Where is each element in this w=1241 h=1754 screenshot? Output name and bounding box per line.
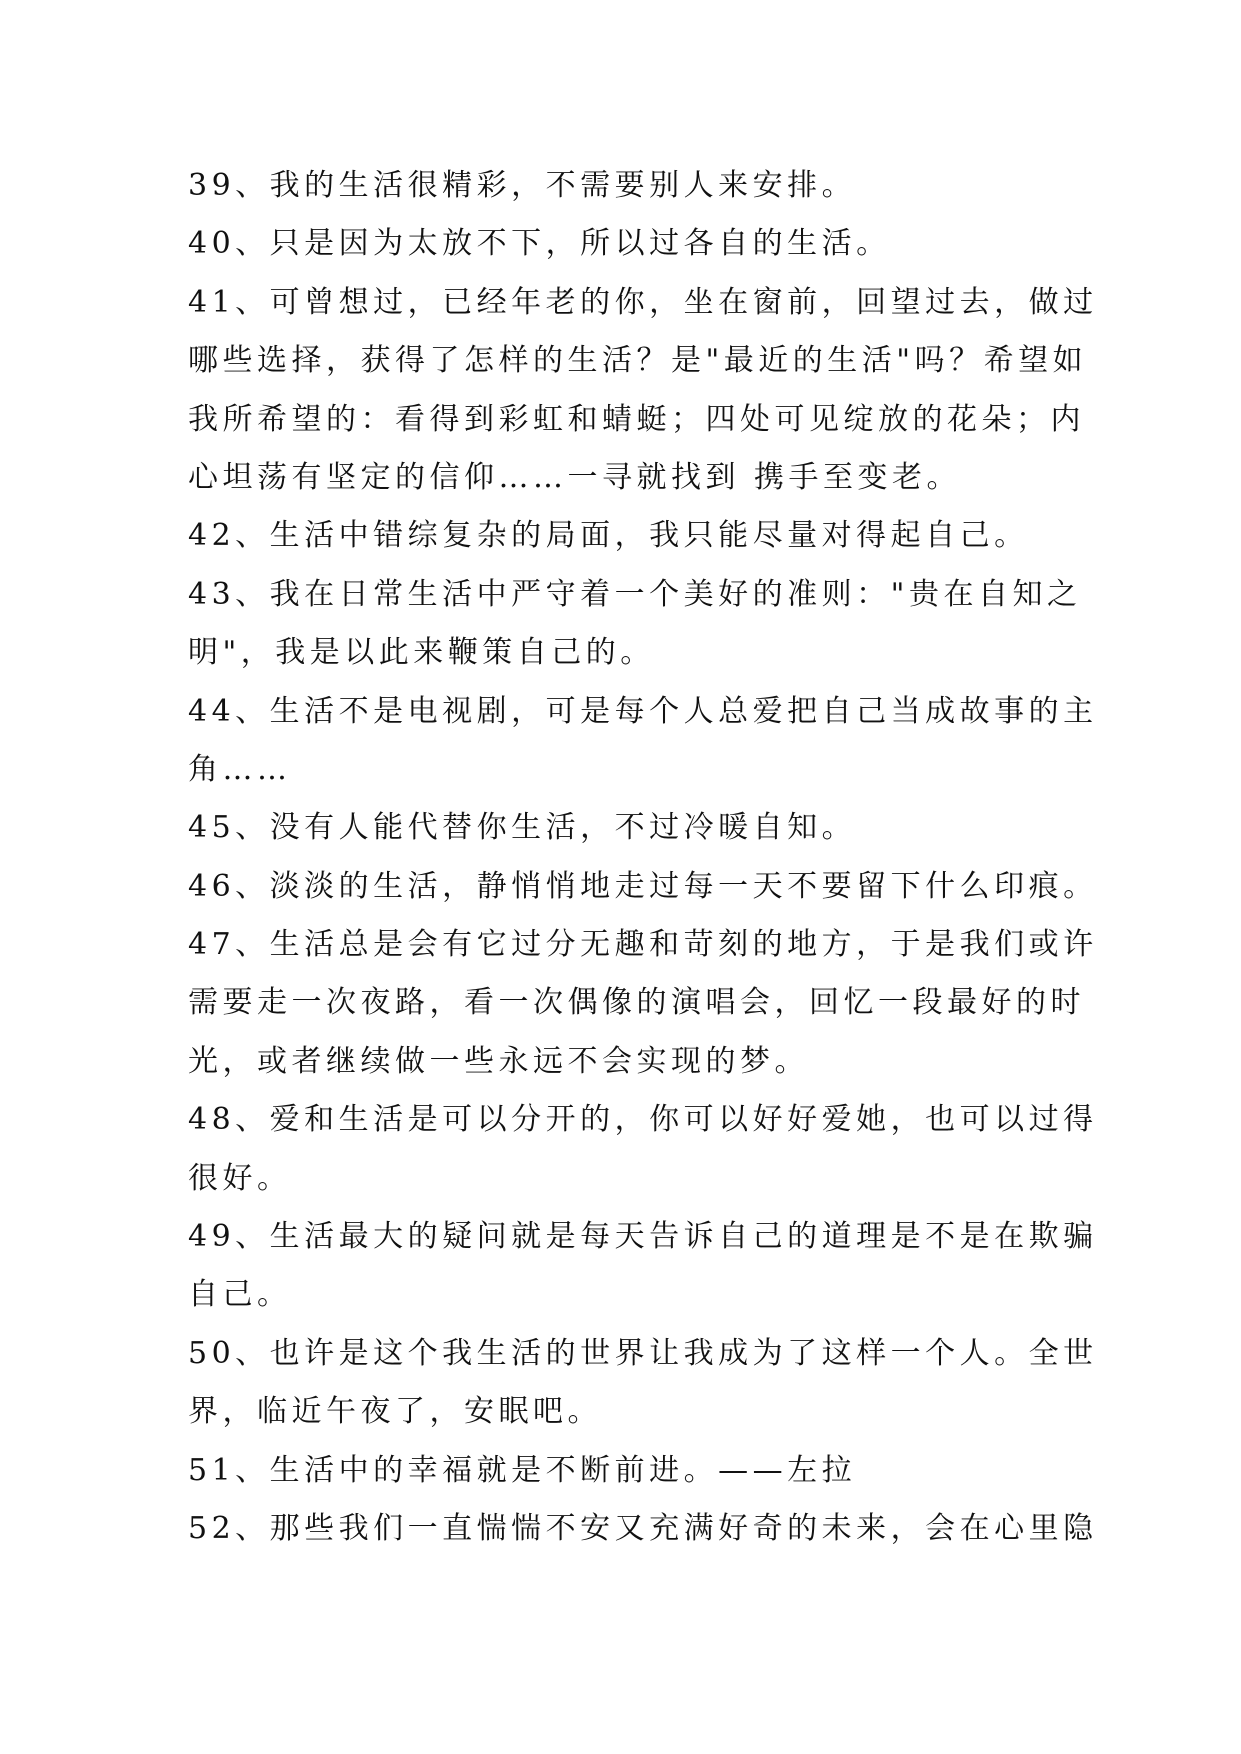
text-line: 47、生活总是会有它过分无趣和苛刻的地方，于是我们或许 [188,927,1098,963]
text-line: 44、生活不是电视剧，可是每个人总爱把自己当成故事的主 [188,693,1098,729]
text-line: 48、爱和生活是可以分开的，你可以好好爱她，也可以过得 [188,1102,1098,1138]
text-line: 哪些选择，获得了怎样的生活？是"最近的生活"吗？希望如 [188,343,1088,379]
text-line: 50、也许是这个我生活的世界让我成为了这样一个人。全世 [188,1335,1098,1371]
text-line: 需要走一次夜路，看一次偶像的演唱会，回忆一段最好的时 [188,985,1085,1021]
text-line: 42、生活中错综复杂的局面，我只能尽量对得起自己。 [188,518,1029,554]
text-line: 界，临近午夜了，安眠吧。 [188,1394,602,1430]
text-line: 41、可曾想过，已经年老的你，坐在窗前，回望过去，做过 [188,284,1098,320]
text-line: 光，或者继续做一些永远不会实现的梦。 [188,1043,809,1079]
text-line: 45、没有人能代替你生活，不过冷暖自知。 [188,810,857,846]
text-line: 自己。 [188,1277,292,1313]
document-body [188,157,1098,1558]
text-line: 角…… [188,751,292,787]
text-line: 40、只是因为太放不下，所以过各自的生活。 [188,226,891,262]
text-line: 我所希望的：看得到彩虹和蜻蜓；四处可见绽放的花朵；内 [188,401,1085,437]
text-line: 很好。 [188,1160,292,1196]
text-line: 49、生活最大的疑问就是每天告诉自己的道理是不是在欺骗 [188,1219,1098,1255]
text-line: 39、我的生活很精彩，不需要别人来安排。 [188,168,857,203]
text-line: 46、淡淡的生活，静悄悄地走过每一天不要留下什么印痕。 [188,868,1098,904]
text-line: 心坦荡有坚定的信仰……一寻就找到 携手至变老。 [188,459,962,495]
text-line: 51、生活中的幸福就是不断前进。——左拉 [188,1452,857,1488]
text-line: 43、我在日常生活中严守着一个美好的准则："贵在自知之 [188,576,1082,612]
text-line: 52、那些我们一直惴惴不安又充满好奇的未来，会在心里隐 [188,1510,1098,1546]
text-line: 明"，我是以此来鞭策自己的。 [188,635,655,671]
